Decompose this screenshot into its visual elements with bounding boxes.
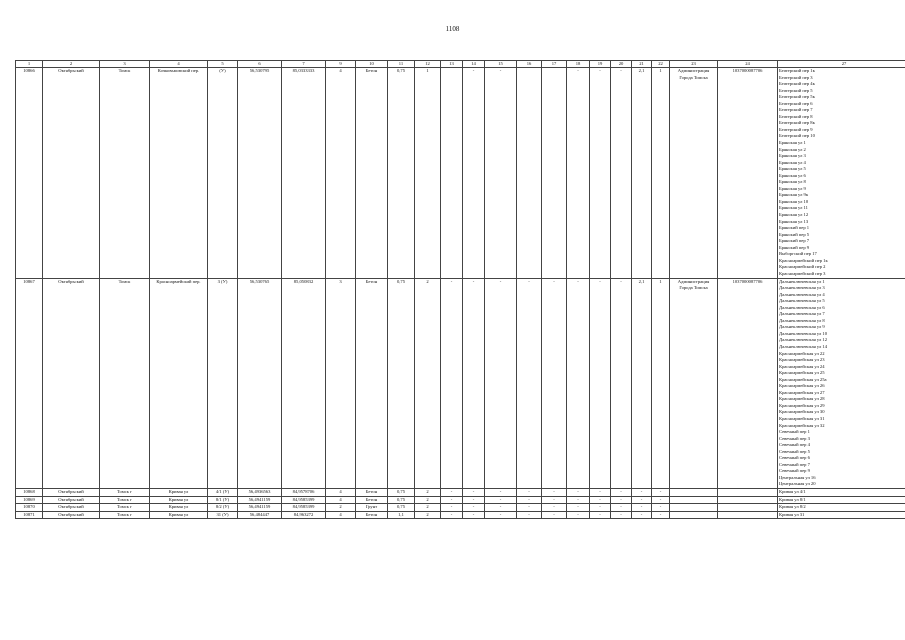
table-cell: [670, 489, 718, 497]
address-item: Севечный пер 9: [779, 468, 810, 474]
table-cell: 10870: [16, 504, 43, 512]
table-row: [16, 504, 905, 512]
table-cell: -: [463, 504, 485, 512]
table-cell: (У): [208, 68, 238, 279]
address-item: Беатерский пер 10: [779, 133, 815, 139]
table-cell: -: [517, 496, 542, 504]
address-item: Беатерский пер 3: [779, 74, 813, 80]
address-item: Выборгский пер 17: [779, 251, 817, 257]
column-header: 7: [282, 61, 326, 68]
table-cell: -: [542, 489, 567, 497]
address-list-cell: [778, 68, 905, 279]
table-cell: -: [441, 496, 463, 504]
table-cell: -: [652, 511, 670, 519]
table-cell: [718, 504, 778, 512]
table-cell: Томск: [100, 68, 150, 279]
table-cell: 31 (У): [208, 511, 238, 519]
column-header: 3: [100, 61, 150, 68]
table-cell: 2: [415, 489, 441, 497]
table-cell: Томск г: [100, 504, 150, 512]
registry-table: [15, 60, 905, 519]
table-cell: -: [632, 496, 652, 504]
table-cell: 56,530765: [238, 278, 282, 489]
address-item: Красноармейский пер 3: [779, 270, 826, 276]
table-cell: 1037000087706: [718, 68, 778, 279]
table-cell: -: [611, 504, 632, 512]
table-cell: Красноармейский пер.: [150, 278, 208, 489]
table-cell: Томск г: [100, 496, 150, 504]
table-cell: -: [590, 489, 611, 497]
address-item: Беатерский пер 5: [779, 87, 813, 93]
table-cell: Кривая ул: [150, 504, 208, 512]
table-cell: Грунт: [356, 504, 388, 512]
table-cell: -: [611, 278, 632, 489]
address-item: Дальнеключевская ул 7: [779, 311, 825, 317]
table-cell: [441, 68, 463, 279]
table-cell: 56,4941159: [238, 496, 282, 504]
column-header: 1: [16, 61, 43, 68]
table-cell: -: [542, 504, 567, 512]
column-header: 18: [567, 61, 590, 68]
address-item: Красноармейский пер 1к: [779, 257, 828, 263]
table-cell: 85,050832: [282, 278, 326, 489]
table-cell: 2: [415, 496, 441, 504]
table-cell: -: [485, 504, 517, 512]
address-item: Брянская ул 3: [779, 153, 806, 159]
table-cell: -: [567, 504, 590, 512]
table-cell: 1037000087706: [718, 278, 778, 489]
address-item: Кривая ул 8/2: [779, 504, 806, 510]
table-cell: 10869: [16, 496, 43, 504]
table-cell: -: [463, 511, 485, 519]
table-cell: Бетон: [356, 278, 388, 489]
address-item: Центральная ул 16: [779, 474, 816, 480]
table-cell: 84,9585399: [282, 504, 326, 512]
table-cell: [718, 511, 778, 519]
table-cell: -: [611, 489, 632, 497]
address-list-cell: [778, 278, 905, 489]
table-cell: 2: [415, 511, 441, 519]
table-cell: -: [485, 68, 517, 279]
column-header: 6: [238, 61, 282, 68]
address-item: Беатерский пер 8: [779, 113, 813, 119]
address-item: Красноармейская ул 25: [779, 370, 825, 376]
table-cell: [718, 489, 778, 497]
table-cell: 2: [415, 504, 441, 512]
table-cell: [670, 511, 718, 519]
table-cell: 3 (У): [208, 278, 238, 489]
table-cell: -: [517, 511, 542, 519]
address-list-cell: [778, 511, 905, 519]
column-header: 16: [517, 61, 542, 68]
table-cell: -: [632, 511, 652, 519]
table-cell: -: [590, 68, 611, 279]
address-item: Дальнеключевская ул 10: [779, 330, 828, 336]
address-item: Брянская ул 4: [779, 159, 806, 165]
address-item: Красноармейская ул 31: [779, 415, 825, 421]
page-number: 1108: [445, 25, 460, 33]
address-item: Беатерский пер 5к: [779, 94, 815, 100]
table-cell: Октябрьский: [43, 68, 100, 279]
table-cell: -: [441, 504, 463, 512]
table-cell: -: [567, 511, 590, 519]
address-item: Севечный пер 7: [779, 461, 810, 467]
table-cell: 4: [326, 489, 356, 497]
table-cell: -: [463, 68, 485, 279]
table-cell: -: [463, 278, 485, 489]
table-cell: 2,1: [632, 68, 652, 279]
table-cell: -: [590, 496, 611, 504]
column-header: 17: [542, 61, 567, 68]
column-header: 11: [388, 61, 415, 68]
table-cell: 84,963272: [282, 511, 326, 519]
address-item: Беатерский пер 4к: [779, 81, 815, 87]
table-cell: -: [590, 278, 611, 489]
column-header: 2: [43, 61, 100, 68]
address-item: Брянский пер 9: [779, 244, 810, 250]
table-cell: Бетон: [356, 511, 388, 519]
address-item: Кривая ул 4/1: [779, 489, 806, 494]
address-item: Красноармейская ул 30: [779, 409, 825, 415]
table-cell: 4: [326, 511, 356, 519]
table-cell: [670, 504, 718, 512]
address-item: Севечный пер 3: [779, 435, 810, 441]
table-cell: Кривая ул: [150, 489, 208, 497]
address-item: Брянский пер 7: [779, 238, 810, 244]
column-header: 13: [441, 61, 463, 68]
address-item: Брянский пер 5: [779, 231, 810, 237]
address-item: Беатерский пер 1к: [779, 68, 815, 73]
table-cell: Кривая ул: [150, 496, 208, 504]
address-item: Красноармейская ул 24: [779, 363, 825, 369]
address-item: Дальнеключевская ул 9: [779, 324, 825, 330]
table-cell: 4/1 (У): [208, 489, 238, 497]
address-item: Беатерский пер 6: [779, 100, 813, 106]
table-cell: Октябрьский: [43, 511, 100, 519]
address-item: Севечный пер 6: [779, 455, 810, 461]
table-cell: 4: [326, 68, 356, 279]
table-cell: -: [632, 504, 652, 512]
address-list-cell: [778, 496, 905, 504]
table-cell: 2,1: [632, 278, 652, 489]
table-cell: -: [567, 68, 590, 279]
table-cell: 85,0333333: [282, 68, 326, 279]
table-cell: Октябрьский: [43, 504, 100, 512]
table-cell: [542, 68, 567, 279]
address-item: Севечный пер 4: [779, 442, 810, 448]
address-item: Брянская ул 8: [779, 179, 806, 185]
column-header: 9: [326, 61, 356, 68]
address-item: Беатерский пер 7: [779, 107, 813, 113]
address-item: Брянская ул 1: [779, 140, 806, 146]
address-item: Брянская ул 5: [779, 166, 806, 172]
address-item: Брянская ул 12: [779, 212, 809, 218]
address-item: Дальнеключевская ул 6: [779, 304, 825, 310]
column-header: 5: [208, 61, 238, 68]
table-cell: Октябрьский: [43, 278, 100, 489]
column-header: 19: [590, 61, 611, 68]
table-cell: 0,75: [388, 504, 415, 512]
table-cell: 0,75: [388, 496, 415, 504]
table-cell: Октябрьский: [43, 489, 100, 497]
address-item: Красноармейская ул 28: [779, 396, 825, 402]
table-cell: [670, 496, 718, 504]
table-cell: -: [652, 504, 670, 512]
table-cell: 0,75: [388, 68, 415, 279]
header-row: [16, 61, 905, 68]
table-cell: -: [542, 496, 567, 504]
table-cell: -: [517, 489, 542, 497]
table-cell: 10868: [16, 489, 43, 497]
address-item: Брянская ул 2: [779, 146, 806, 152]
address-item: Дальнеключевская ул 8: [779, 317, 825, 323]
table-cell: 3: [326, 278, 356, 489]
table-cell: -: [485, 496, 517, 504]
address-item: Красноармейская ул 27: [779, 389, 825, 395]
table-cell: [517, 68, 542, 279]
table-cell: -: [611, 511, 632, 519]
table-cell: -: [441, 278, 463, 489]
address-item: Брянская ул 11: [779, 205, 808, 211]
address-item: Дальнеключевская ул 1: [779, 278, 825, 284]
table-cell: -: [517, 504, 542, 512]
table-cell: -: [611, 496, 632, 504]
column-header: 27: [778, 61, 905, 68]
address-item: Дальнеключевская ул 14: [779, 343, 828, 349]
address-item: Севечный пер 1: [779, 429, 810, 435]
address-item: Дальнеключевская ул 4: [779, 291, 825, 297]
address-item: Дальнеключевская ул 5: [779, 298, 825, 304]
table-cell: 56,530795: [238, 68, 282, 279]
address-item: Беатерский пер 9: [779, 126, 813, 132]
column-header: 12: [415, 61, 441, 68]
address-item: Брянский пер 1: [779, 225, 810, 231]
table-cell: -: [632, 489, 652, 497]
table-cell: -: [485, 489, 517, 497]
table-cell: 1: [415, 68, 441, 279]
table-cell: -: [567, 489, 590, 497]
address-item: Красноармейская ул 25а: [779, 376, 827, 382]
table-cell: Томск г: [100, 489, 150, 497]
column-header: 24: [718, 61, 778, 68]
address-list-cell: [778, 489, 905, 497]
table-cell: -: [652, 489, 670, 497]
address-item: Красноармейская ул 22: [779, 350, 825, 356]
table-cell: -: [441, 511, 463, 519]
table-row: [16, 511, 905, 519]
address-item: Красноармейская ул 23: [779, 357, 825, 363]
table-cell: Бетон: [356, 496, 388, 504]
address-item: Красноармейский пер 2: [779, 264, 826, 270]
table-cell: 1: [652, 68, 670, 279]
column-header: 21: [632, 61, 652, 68]
table-cell: 1,1: [388, 511, 415, 519]
table-cell: -: [542, 278, 567, 489]
table-cell: -: [590, 504, 611, 512]
address-item: Брянская ул 9: [779, 185, 806, 191]
table-cell: 8/2 (У): [208, 504, 238, 512]
table-cell: 10871: [16, 511, 43, 519]
table-cell: -: [463, 489, 485, 497]
address-item: Центральная ул 20: [779, 481, 816, 487]
table-cell: Администрация Города Томска: [670, 68, 718, 279]
table-cell: 56,484447: [238, 511, 282, 519]
address-item: Красноармейская ул 29: [779, 402, 825, 408]
column-header: 14: [463, 61, 485, 68]
column-header: 15: [485, 61, 517, 68]
address-item: Дальнеключевская ул 12: [779, 337, 828, 343]
table-row: [16, 278, 905, 489]
column-header: 20: [611, 61, 632, 68]
table-cell: -: [590, 511, 611, 519]
table-cell: -: [611, 68, 632, 279]
table-cell: -: [517, 278, 542, 489]
table-cell: 4: [326, 496, 356, 504]
table-cell: Томск г: [100, 511, 150, 519]
table-cell: -: [485, 511, 517, 519]
table-cell: -: [652, 496, 670, 504]
column-header: 23: [670, 61, 718, 68]
table-cell: 8/1 (У): [208, 496, 238, 504]
table-cell: [718, 496, 778, 504]
table-cell: Бетон: [356, 489, 388, 497]
table-cell: -: [485, 278, 517, 489]
table-cell: 84,9585399: [282, 496, 326, 504]
address-item: Кривая ул 8/1: [779, 496, 806, 502]
table-cell: Бетон: [356, 68, 388, 279]
table-cell: Администрация Города Томска: [670, 278, 718, 489]
address-item: Севечный пер 5: [779, 448, 810, 454]
column-header: 22: [652, 61, 670, 68]
table-row: [16, 68, 905, 279]
address-item: Брянская ул 6: [779, 172, 806, 178]
table-cell: 10866: [16, 68, 43, 279]
table-row: [16, 489, 905, 497]
address-list-cell: [778, 504, 905, 512]
table-cell: 56,4936563: [238, 489, 282, 497]
table-cell: Кочковьмовский пер.: [150, 68, 208, 279]
column-header: 4: [150, 61, 208, 68]
address-item: Брянская ул 13: [779, 218, 809, 224]
table-cell: -: [441, 489, 463, 497]
address-item: Красноармейская ул 32: [779, 422, 825, 428]
table-cell: 1: [652, 278, 670, 489]
table-cell: 84,9578706: [282, 489, 326, 497]
table-cell: Кривая ул: [150, 511, 208, 519]
table-cell: Октябрьский: [43, 496, 100, 504]
table-cell: -: [463, 496, 485, 504]
address-item: Дальнеключевская ул 3: [779, 285, 825, 291]
address-item: Беатерский пер 8к: [779, 120, 815, 126]
table-cell: -: [542, 511, 567, 519]
table-cell: 0,75: [388, 489, 415, 497]
address-item: Кривая ул 31: [779, 511, 805, 517]
address-item: Брянская ул 10: [779, 198, 809, 204]
table-cell: 2: [326, 504, 356, 512]
address-item: Брянская ул 9к: [779, 192, 809, 198]
address-item: Красноармейская ул 26: [779, 383, 825, 389]
column-header: 10: [356, 61, 388, 68]
table-cell: Томск: [100, 278, 150, 489]
table-cell: -: [567, 278, 590, 489]
table-cell: -: [567, 496, 590, 504]
table-cell: 2: [415, 278, 441, 489]
table-cell: 10867: [16, 278, 43, 489]
table-cell: 0,75: [388, 278, 415, 489]
table-cell: 56,4941159: [238, 504, 282, 512]
table-row: [16, 496, 905, 504]
